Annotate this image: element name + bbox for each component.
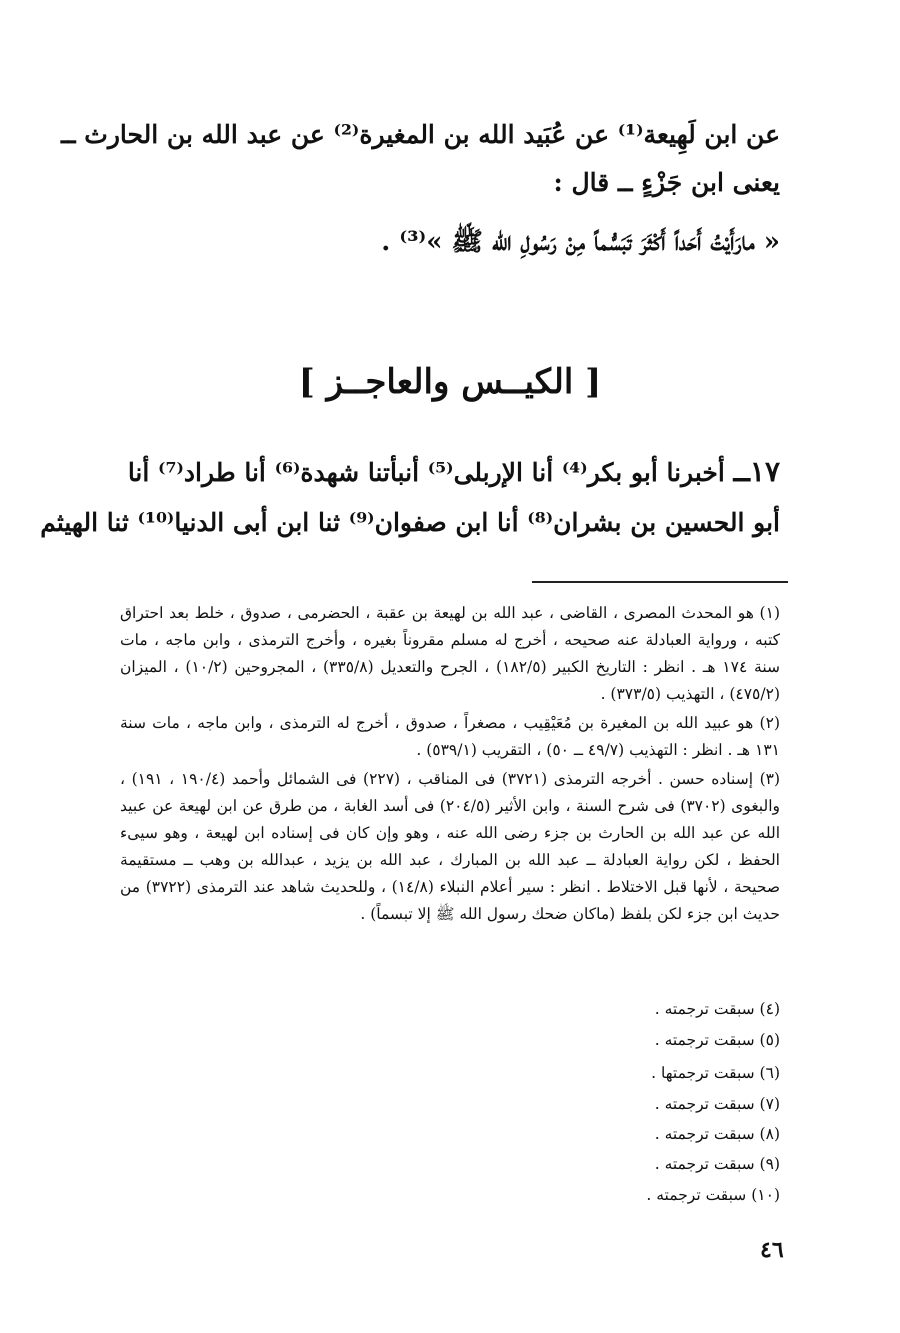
footnote-6: (٦) سبقت ترجمتها . [651, 1064, 780, 1082]
footnote-4: (٤) سبقت ترجمته . [654, 1000, 780, 1018]
footnote-1: (١) هو المحدث المصرى ، القاضى ، عبد الله بن لهيعة بن عقبة ، الحضرمى ، صدوق ، خلط بعد احتراق كتبه ، ورواية العبادلة عنه صحيحه ، أخرج له مسلم مقروناً بغيره ، وأخرج الترمذى ، وابن ماجه ، مات سنة ١٧٤ هـ . انظر : التاريخ الكبير (١٨٢/٥) ، الجرح والتعديل (٣٣٥/٨) ، المجروحين (١٠/٢) ، الميزان (٤٧٥/٢) ، التهذيب (٣٧٣/٥) . [120, 604, 780, 703]
footnote-2: (٢) هو عبيد الله بن المغيرة بن مُعَيْقِيب ، مصغراً ، صدوق ، أخرج له الترمذى ، وابن ماجه ، مات سنة ١٣١ هـ . انظر : التهذيب (٤٩/٧ ــ ٥٠) ، التقريب (٥٣٩/١) . [120, 714, 780, 759]
hadith-line-1 [120, 455, 780, 488]
footnote-8: (٨) سبقت ترجمته . [654, 1125, 780, 1143]
footnote-divider [532, 581, 788, 583]
hadith-number: ١٧ــ [733, 455, 780, 488]
footnote-3: (٣) إسناده حسن . أخرجه الترمذى (٣٧٢١) فى المناقب ، (٢٢٧) فى الشمائل وأحمد (١٩٠/٤ ، ١٩١) ، والبغوى (٣٧٠٢) فى شرح السنة ، وابن الأثير (٢٠٤/٥) فى أسد الغابة ، من طرق عن ابن لهيعة عن عبيد الله عن عبد الله بن الحارث بن جزء رضى الله عنه ، وهو وإن كان فى إسناده ابن لهيعة ، وهو سيىء الحفظ ، لكن رواية العبادلة ــ عبد الله بن المبارك ، عبد الله بن يزيد ، عبدالله بن وهب ــ مستقيمة صحيحة ، لأنها قبل الاختلاط . انظر : سير أعلام النبلاء (١٤/٨) ، وللحديث شاهد عند الترمذى (٣٧٢٢) من حديث ابن جزء لكن بلفظ (ماكان ضحك رسول الله ﷺ إلا تبسماً) . [120, 770, 781, 923]
hadith-quote: « مارَأَيْتُ أَحَداً أَكْثَرَ تَبَسُّماً مِنْ رَسُولِ الله ﷺ »⁽³⁾ . [381, 227, 780, 257]
text-line-1: عن ابن لَهِيعة⁽¹⁾ عن عُبَيد الله بن المغيرة⁽²⁾ عن عبد الله بن الحارث ــ [60, 120, 780, 149]
footnote-7: (٧) سبقت ترجمته . [654, 1095, 780, 1113]
footnotes [120, 600, 780, 930]
footnote-10: (١٠) سبقت ترجمته . [646, 1186, 780, 1204]
text-line-2: يعنى ابن جَزْءٍ ــ قال : [553, 168, 780, 197]
section-heading: [ الكيــس والعاجــز ] [298, 362, 602, 402]
footnote-9: (٩) سبقت ترجمته . [654, 1155, 780, 1173]
hadith-line-2: أبو الحسين بن بشران⁽⁸⁾ أنا ابن صفوان⁽⁹⁾ ثنا ابن أبى الدنيا⁽¹⁰⁾ ثنا الهيثم [40, 508, 780, 537]
page-number: ٤٦ [760, 1237, 784, 1263]
footnote-5: (٥) سبقت ترجمته . [654, 1031, 780, 1049]
hadith-line-1-text: أخبرنا أبو بكر⁽⁴⁾ أنا الإربلى⁽⁵⁾ أنبأتنا شهدة⁽⁶⁾ أنا طراد⁽⁷⁾ أنا [127, 458, 725, 487]
